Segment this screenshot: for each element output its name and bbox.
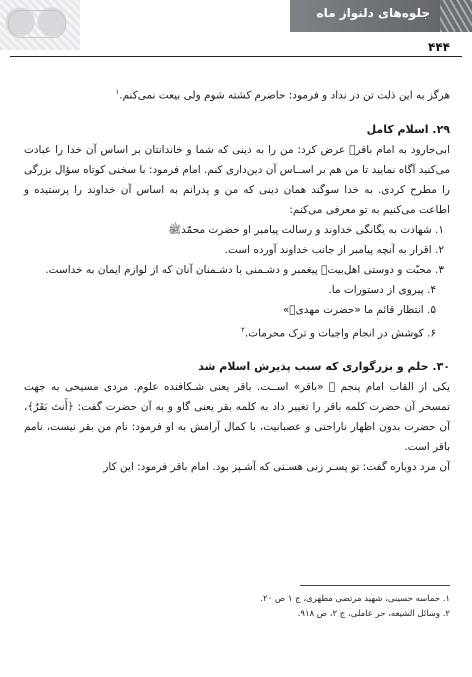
footnote-1: ۱. حماسه حسینی، شهید مرتضی مطهری، ج ۱ ص ۲۰. (260, 594, 450, 604)
header-rule (10, 56, 462, 57)
list-item: ۲. اقرار به آنچه پیامبر از جانب خداوند آورده است. (224, 243, 444, 256)
footnotes (24, 592, 450, 622)
footnote-2: ۲. وسائل الشیعه، حر عاملی، ج ۲، ص ۹۱۸. (297, 609, 450, 619)
section-29-paragraph: ابی‌جارود به امام باقر﷤ عرض کرد: من را به دینی که شما و خاندانتان بر اساس آن خدا را عبادت می‌کنید آگاه نمایید تا من هم بر اســاس آن دین‌داری کنم. امام فرمود: با سخنی کوتاه سؤال بزرگی را مطرح کردی. به خدا سوگند همان دینی که من و پدرانم به اساس آن خداوند را پرستیده و اطاعت می‌کنیم به تو معرفی می‌کنم: (24, 143, 450, 216)
running-header (290, 0, 472, 32)
list-item: ۳. محبّت و دوستی اهل‌بیت﷨ پیغمبر و دشـمنی با دشـمنان آنان که از لوازم ایمان به خداست. (45, 263, 444, 276)
book-title: جلوه‌های دلنواز ماه (316, 6, 430, 20)
page-number: ۴۴۴ (428, 40, 450, 54)
section-30-paragraph-2: آن مرد دوباره گفت: تو پسـر زنی هسـتی که آشـپز بود. امام باقر فرمود: این کار (103, 461, 450, 473)
section-30-heading: ۳۰. حلم و بزرگواری که سبب پذیرش اسلام شد (198, 360, 450, 373)
footnote-ref-2: ۲ (241, 325, 245, 334)
list-item: ۴. پیروی از دستورات ما. (328, 283, 436, 296)
intro-paragraph: هرگز به این ذلت تن در نداد و فرمود: حاضرم کشته شوم ولی بیعت نمی‌کنم.$^۱$ (115, 88, 450, 102)
page-body (24, 82, 450, 477)
header-pattern (440, 0, 472, 32)
list-item: ۶. کوشش در انجام واجبات و ترک محرمات.$^۲$ (241, 325, 436, 339)
section-29-heading: ۲۹. اسلام کامل (366, 122, 450, 136)
corner-ornament (0, 0, 80, 50)
list-item: ۱. شهادت به یگانگی خداوند و رسالت پیامبر او حضرت محمّدﷺ (168, 223, 444, 236)
list-item: ۵. انتظار قائم ما «حضرت مهدی﷠» (282, 303, 436, 316)
section-30-paragraph: یکی از القاب امام پنجم ﷤ «باقر» اســت. باقر یعنی شـکافنده علوم. مردی مسیحی به جهت تمسخر آن حضرت کلمه باقر را تغییر داد به کلمه بقر یعنی گاو و به آن حضرت گفت: ﴿أَنتَ بَقَرٌ﴾، آن حضرت بدون اظهار ناراحتی و عصبانیت، با کمال آرامش به او فرمود: نام من بقر نیست، نامم باقر است. (24, 381, 450, 453)
footnote-ref-1: ۱ (115, 88, 120, 96)
footnote-rule (300, 585, 450, 586)
